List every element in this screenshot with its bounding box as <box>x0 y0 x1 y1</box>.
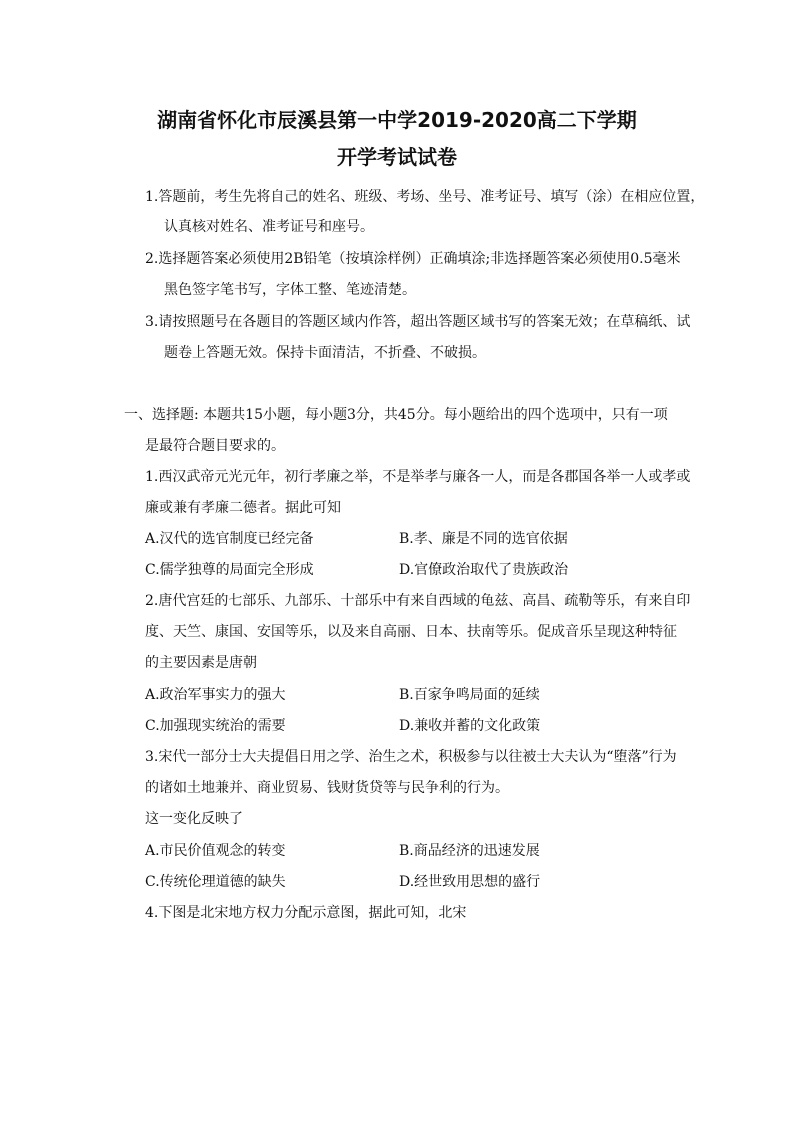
question-3-option-a: A.市民价值观念的转变 <box>145 843 286 859</box>
question-2-option-c: C.加强现实统治的需要 <box>145 718 286 734</box>
question-2-option-b: B.百家争鸣局面的延续 <box>399 687 540 703</box>
instruction-1-line1: 1.答题前，考生先将自己的姓名、班级、考场、坐号、准考证号、填写（涂）在相应位置， <box>145 189 705 205</box>
question-2-option-d: D.兼收并蓄的文化政策 <box>399 718 541 734</box>
question-2-line2: 度、天竺、康国、安国等乐，以及来自高丽、日本、扶南等乐。促成音乐呈现这种特征 <box>145 624 677 640</box>
exam-title-line2: 开学考试试卷 <box>337 145 457 169</box>
question-1-option-d: D.官僚政治取代了贵族政治 <box>399 562 569 578</box>
section-heading-line1: 一、选择题: 本题共15小题，每小题3分，共45分。每小题给出的四个选项中，只有一项 <box>124 407 668 423</box>
section-heading-line2: 是最符合题目要求的。 <box>145 438 285 454</box>
instruction-3-line2: 题卷上答题无效。保持卡面清洁，不折叠、不破损。 <box>164 345 486 361</box>
question-3-option-d: D.经世致用思想的盛行 <box>399 874 541 890</box>
question-3-line3: 这一变化反映了 <box>145 811 243 827</box>
instruction-2-line1: 2.选择题答案必须使用2B铅笔（按填涂样例）正确填涂;非选择题答案必须使用0.5毫米 <box>145 251 681 267</box>
question-1-line2: 廉或兼有孝廉二德者。据此可知 <box>145 500 341 516</box>
question-4-line1: 4.下图是北宋地方权力分配示意图，据此可知，北宋 <box>145 905 467 921</box>
question-3-option-b: B.商品经济的迅速发展 <box>399 843 540 859</box>
question-3-option-c: C.传统伦理道德的缺失 <box>145 874 286 890</box>
instruction-1-line2: 认真核对姓名、准考证号和座号。 <box>164 219 374 235</box>
question-3-line2: 的诸如土地兼并、商业贸易、钱财货贷等与民争利的行为。 <box>145 780 509 796</box>
instruction-3-line1: 3.请按照题号在各题目的答题区域内作答，超出答题区域书写的答案无效；在草稿纸、试 <box>145 314 691 330</box>
question-2-line1: 2.唐代宫廷的七部乐、九部乐、十部乐中有来自西域的龟兹、高昌、疏勒等乐，有来自印 <box>145 593 691 609</box>
question-1-option-b: B.孝、廉是不同的选官依据 <box>399 531 568 547</box>
question-2-option-a: A.政治军事实力的强大 <box>145 687 286 703</box>
question-1-line1: 1.西汉武帝元光元年，初行孝廉之举，不是举孝与廉各一人，而是各郡国各举一人或孝或 <box>145 469 691 485</box>
question-1-option-a: A.汉代的选官制度已经完备 <box>145 531 314 547</box>
question-1-option-c: C.儒学独尊的局面完全形成 <box>145 562 314 578</box>
question-3-line1: 3.宋代一部分士大夫提倡日用之学、治生之术，积极参与以往被士大夫认为“堕落”行为 <box>145 749 677 765</box>
instruction-2-line2: 黑色签字笔书写，字体工整、笔迹清楚。 <box>164 282 416 298</box>
exam-title-line1: 湖南省怀化市辰溪县第一中学2019-2020高二下学期 <box>157 108 637 132</box>
question-2-line3: 的主要因素是唐朝 <box>145 655 257 671</box>
